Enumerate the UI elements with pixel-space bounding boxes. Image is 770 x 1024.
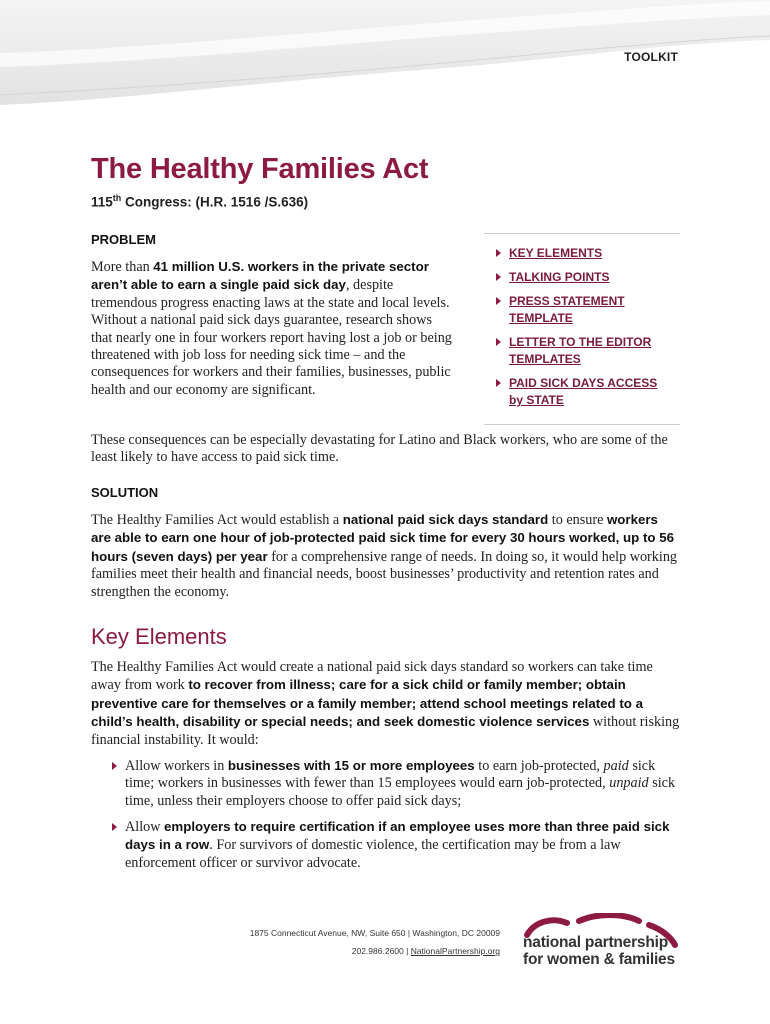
- sidebar-link-label: PRESS STATEMENT TEMPLATE: [509, 294, 625, 325]
- bullet-italic: unpaid: [609, 775, 649, 792]
- problem-heading: PROBLEM: [91, 232, 156, 247]
- problem-text-c: , despite tremendous progress enacting laws at the state and local levels. Without a national paid sick days guarantee, research shows that nearly one in four workers report having lost a job or being threatened with job loss for needing sick time – and the consequences for workers and their families, businesses, public health and our economy are significant.: [91, 277, 452, 398]
- logo-text-line2: for women & families: [523, 951, 675, 968]
- key-elements-text-a: The Healthy Families Act would create a national paid sick days standard so workers can take time away from work: [91, 659, 653, 694]
- sidebar-link-key-elements[interactable]: [496, 245, 666, 262]
- arrow-right-icon: [496, 338, 501, 346]
- key-elements-heading: Key Elements: [91, 624, 227, 649]
- solution-highlight-d: workers are able to earn one hour of job-protected paid sick time for every 30 hours worked, up to 56 hours (seven days) per year: [91, 512, 674, 564]
- arrow-right-icon: [496, 379, 501, 387]
- congress-ordinal: th: [112, 193, 122, 203]
- solution-text-c: to ensure: [548, 512, 607, 528]
- solution-text-e: for a comprehensive range of needs. In doing so, it would help working families meet their health and financial needs, boost businesses’ productivity and retention rates and strengthen the economy.: [91, 548, 678, 600]
- page-title: The Healthy Families Act: [91, 153, 429, 185]
- key-elements-highlight: to recover from illness; care for a sick child or family member; obtain preventive care for themselves or a family member; attend school meetings related to a child’s health, disability or special needs; and seek domestic violence services: [91, 677, 644, 730]
- arrow-right-icon: [496, 249, 501, 257]
- key-element-bullet: [112, 757, 682, 810]
- bullet-text: Allow workers in: [125, 758, 228, 774]
- footer-address: 1875 Connecticut Avenue, NW, Suite 650 | Washington, DC 20009: [249, 928, 500, 938]
- bullet-text: Allow: [125, 819, 165, 835]
- sidebar-link-label: TALKING POINTS: [509, 270, 610, 284]
- bullet-highlight: businesses with 15 or more employees: [227, 758, 475, 773]
- sidebar-link-press-statement[interactable]: [496, 293, 666, 327]
- bullet-text: to earn job-protected,: [474, 758, 604, 774]
- sidebar-link-letter-editor[interactable]: [496, 334, 666, 368]
- solution-highlight-b: national paid sick days standard: [342, 512, 549, 527]
- sidebar-link-talking-points[interactable]: [496, 269, 666, 286]
- key-elements-intro: [91, 659, 681, 749]
- bullet-text: . For survivors of domestic violence, the certification may be from a law enforcement officer or survivor advocate.: [125, 837, 621, 871]
- footer-website-link[interactable]: NationalPartnership.org: [410, 946, 500, 956]
- bullet-text: sick time; workers in businesses with fewer than 15 employees would earn job-protected,: [125, 758, 656, 792]
- sidebar-link-label: LETTER TO THE EDITOR TEMPLATES: [509, 335, 652, 366]
- key-elements-text-c: without risking financial instability. It would:: [91, 714, 680, 748]
- solution-text-a: The Healthy Families Act would establish a: [91, 512, 343, 528]
- congress-subtitle: [91, 193, 308, 210]
- sidebar-link-label: KEY ELEMENTS: [509, 246, 603, 260]
- footer-phone: 202.986.2600 |: [351, 946, 411, 956]
- problem-highlight: 41 million U.S. workers in the private sector aren’t able to earn a single paid sick day: [91, 259, 429, 293]
- solution-paragraph: [91, 511, 681, 601]
- congress-number: 115: [91, 194, 113, 210]
- bullet-highlight: employers to require certification if an employee uses more than three paid sick days in a row: [125, 819, 670, 853]
- key-element-bullet: [112, 818, 682, 872]
- arrow-right-icon: [496, 273, 501, 281]
- bullet-text: sick time, unless their employers choose to offer paid sick days;: [125, 775, 676, 809]
- sidebar-link-label: PAID SICK DAYS ACCESS by STATE: [509, 376, 658, 407]
- toolkit-label: TOOLKIT: [624, 50, 678, 64]
- congress-bills: Congress: (H.R. 1516 /S.636): [121, 194, 309, 210]
- logo-text-line1: national partnership: [523, 934, 668, 951]
- toolkit-sidebar: [484, 233, 680, 425]
- bullet-italic: paid: [603, 758, 629, 774]
- solution-heading: SOLUTION: [91, 485, 159, 500]
- sidebar-link-access-by-state[interactable]: [496, 375, 666, 409]
- footer-contact: [200, 946, 500, 956]
- problem-text-a: More than: [91, 259, 154, 275]
- arrow-right-icon: [496, 297, 501, 305]
- arrow-right-icon: [112, 762, 117, 770]
- problem-paragraph: [91, 258, 456, 399]
- problem-paragraph-2: These consequences can be especially devastating for Latino and Black workers, who are some of the least likely to have access to paid sick time.: [91, 432, 668, 466]
- arrow-right-icon: [112, 823, 117, 831]
